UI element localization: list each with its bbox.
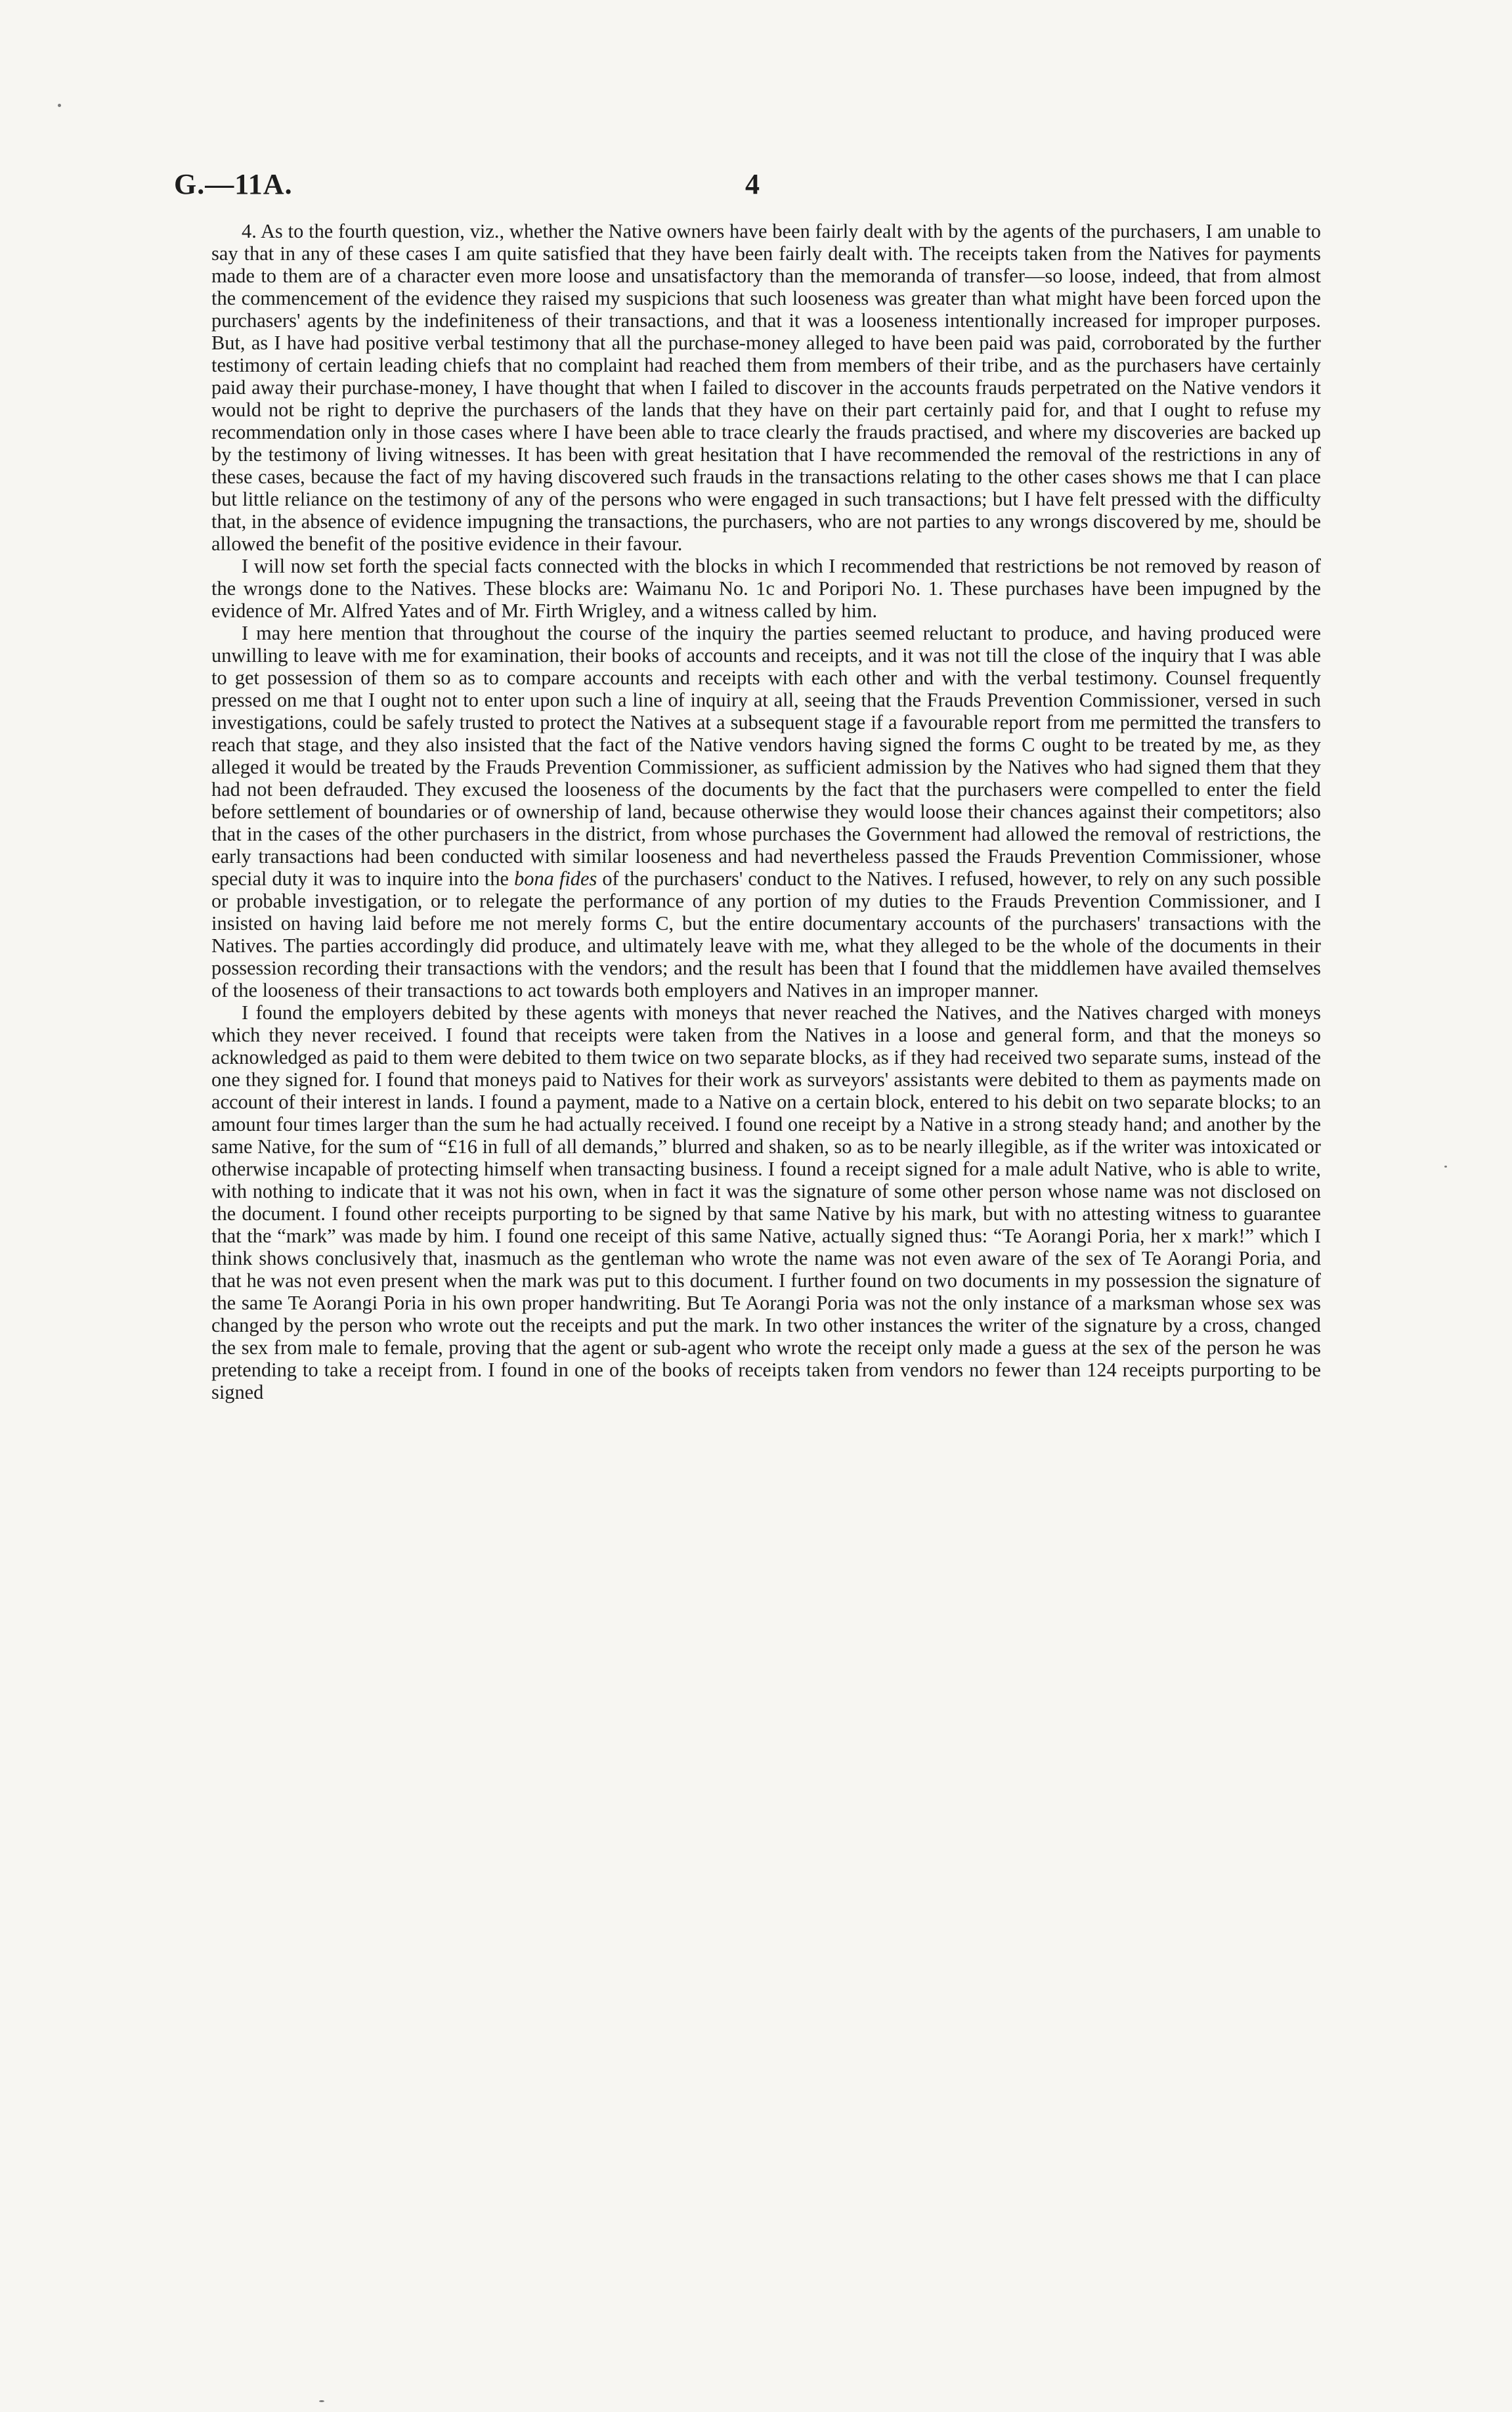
paragraph-inquiry-reluctance xyxy=(211,622,1321,1001)
italic-phrase: bona fides xyxy=(514,867,597,890)
paragraph-special-facts: I will now set forth the special facts connected with the blocks in which I recommended that restrictions be not removed by reason of the wrongs done to the Natives. These blocks are: Waimanu No. 1c and Poripori No. 1. These purchases have been impugned by the evidence of Mr. Alfred Yates and of Mr. Firth Wrigley, and a witness called by him. xyxy=(211,555,1321,622)
page-header xyxy=(174,167,1329,207)
paragraph-text-before-italic: I may here mention that throughout the course of the inquiry the parties seemed reluctant to produce, and having produced were unwilling to leave with me for examination, their books of accounts and receipts, and it was not till the close of the inquiry that I was able to get possession of them so as to compare accounts and receipts with each other and with the verbal testimony. Counsel frequently pressed on me that I ought not to enter upon such a line of inquiry at all, seeing that the Frauds Prevention Commissioner, versed in such investigations, could be safely trusted to protect the Natives at a subsequent stage if a favourable report from me permitted the transfers to reach that stage, and they also insisted that the fact of the Native vendors having signed the forms C ought to be treated by me, as they alleged it would be treated by the Frauds Prevention Commissioner, as sufficient admission by the Natives who had signed them that they had not been defrauded. They excused the looseness of the documents by the fact that the purchasers were compelled to enter the field before settlement of boundaries or of ownership of land, because otherwise they would loose their chances against their competitors; also that in the cases of the other purchasers in the district, from whose purchases the Government had allowed the removal of restrictions, the early transactions had been conducted with similar looseness and had nevertheless passed the Frauds Prevention Commissioner, whose special duty it was to inquire into the xyxy=(211,622,1321,890)
page-number: 4 xyxy=(745,168,760,200)
scan-speck xyxy=(1444,1166,1447,1168)
paragraph-text-after-italic: of the purchasers' conduct to the Natives. I refused, however, to rely on any such possible or probable investigation, or to relegate the performance of any portion of my duties to the Frauds Prevention Commissioner, and I insisted on having laid before me not merely forms C, but the entire documentary accounts of the purchasers' transactions with the Natives. The parties accordingly did produce, and ultimately leave with me, what they alleged to be the whole of the documents in their possession recording their transactions with the vendors; and the result has been that I found that the middlemen have availed themselves of the looseness of their transactions to act towards both employers and Natives in an improper manner. xyxy=(211,867,1321,1001)
body-text xyxy=(211,220,1321,1403)
paragraph-findings: I found the employers debited by these agents with moneys that never reached the Natives, and the Natives charged with moneys which they never received. I found that receipts were taken from the Natives in a loose and general form, and that the moneys so acknowledged as paid to them were debited to them twice on two separate blocks, as if they had received two separate sums, instead of the one they signed for. I found that moneys paid to Natives for their work as surveyors' assistants were debited to them as payments made on account of their interest in lands. I found a payment, made to a Native on a certain block, entered to his debit on two separate blocks; to an amount four times larger than the sum he had actually received. I found one receipt by a Native in a strong steady hand; and another by the same Native, for the sum of “£16 in full of all demands,” blurred and shaken, so as to be nearly illegible, as if the writer was intoxicated or otherwise incapable of protecting himself when transacting business. I found a receipt signed for a male adult Native, who is able to write, with nothing to indicate that it was not his own, when in fact it was the signature of some other person whose name was not disclosed on the document. I found other receipts purporting to be signed by that same Native by his mark, but with no attesting witness to guarantee that the “mark” was made by him. I found one receipt of this same Native, actually signed thus: “Te Aorangi Poria, her x mark!” which I think shows conclusively that, inasmuch as the gentleman who wrote the name was not even aware of the sex of Te Aorangi Poria, and that he was not even present when the mark was put to this document. I further found on two documents in my possession the signature of the same Te Aorangi Poria in his own proper handwriting. But Te Aorangi Poria was not the only instance of a marksman whose sex was changed by the person who wrote out the receipts and put the mark. In two other instances the writer of the signature by a cross, changed the sex from male to female, proving that the agent or sub-agent who wrote the receipt only made a guess at the sex of the person he was pretending to take a receipt from. I found in one of the books of receipts taken from vendors no fewer than 124 receipts purporting to be signed xyxy=(211,1001,1321,1403)
scan-speck xyxy=(319,2400,324,2402)
paragraph-fourth-question: 4. As to the fourth question, viz., whether the Native owners have been fairly dealt with by the agents of the purchasers, I am unable to say that in any of these cases I am quite satisfied that they have been fairly dealt with. The receipts taken from the Natives for payments made to them are of a character even more loose and unsatisfactory than the memoranda of transfer—so loose, indeed, that from almost the commencement of the evidence they raised my suspicions that such looseness was greater than what might have been forced upon the purchasers' agents by the indefiniteness of their transactions, and that it was a looseness intentionally increased for improper purposes. But, as I have had positive verbal testimony that all the purchase-money alleged to have been paid was paid, corroborated by the further testimony of certain leading chiefs that no complaint had reached them from members of their tribe, and as the purchasers have certainly paid away their purchase-money, I have thought that when I failed to discover in the accounts frauds perpetrated on the Native vendors it would not be right to deprive the purchasers of the lands that they have on their part certainly paid for, and that I ought to refuse my recommendation only in those cases where I have been able to trace clearly the frauds practised, and where my discoveries are backed up by the testimony of living witnesses. It has been with great hesitation that I have recommended the removal of the restrictions in any of these cases, because the fact of my having discovered such frauds in the transactions relating to the other cases shows me that I can place but little reliance on the testimony of any of the persons who were engaged in such transactions; but I have felt pressed with the difficulty that, in the absence of evidence impugning the transactions, the purchasers, who are not parties to any wrongs discovered by me, should be allowed the benefit of the positive evidence in their favour. xyxy=(211,220,1321,555)
scan-speck xyxy=(58,104,61,107)
document-reference: G.—11A. xyxy=(174,168,293,200)
